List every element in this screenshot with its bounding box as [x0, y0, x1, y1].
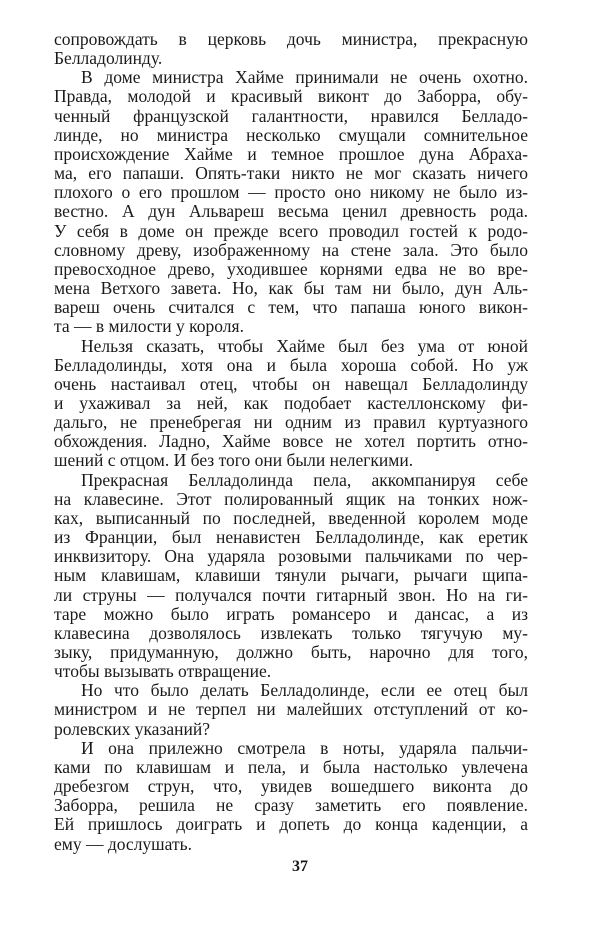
- text-line: В доме министра Хайме принимали не очень охотно.: [81, 67, 528, 88]
- paragraph: [54, 30, 528, 68]
- text-line: вестно. А дун Альвареш весьма ценил древность рода.: [54, 201, 528, 222]
- text-line: Прекрасная Белладолинда пела, аккомпанируя себе: [81, 469, 528, 490]
- text-line: ками по клавишам и пела, и была настолько увлечена: [54, 756, 528, 777]
- paragraph: [54, 681, 528, 738]
- text-line: Белладолинды, хотя она и была хороша собой. Но уж: [54, 354, 528, 375]
- text-line: Ей пришлось доиграть и допеть до конца каденции, а: [54, 814, 528, 835]
- text-line: происхождение Хайме и темное прошлое дуна Абраха-: [54, 143, 528, 164]
- text-line: ным клавишам, клавиши тянули рычаги, рычаги щипа-: [54, 565, 528, 586]
- page-body-text: [54, 30, 528, 854]
- text-line: Заборра, решила не сразу заметить его появление.: [54, 795, 528, 816]
- page-number: 37: [292, 858, 308, 875]
- text-line: Но что было делать Белладолинде, если ее отец был: [81, 680, 528, 701]
- paragraph: [54, 68, 528, 336]
- text-line: инквизитору. Она ударяла розовыми пальчиками по чер-: [54, 546, 528, 567]
- text-line: И она прилежно смотрела в ноты, ударяла пальчи-: [81, 737, 528, 758]
- text-line: чтобы вызывать отвращение.: [54, 661, 272, 682]
- text-line: та — в милости у короля.: [54, 316, 244, 337]
- text-line: ках, выписанный по последней, введенной королем моде: [54, 507, 528, 528]
- text-line: дребезгом струн, что, увидев вошедшего виконта до: [54, 776, 528, 797]
- paragraph: [54, 739, 528, 854]
- text-line: мена Ветхого завета. Но, как бы там ни было, дун Аль-: [54, 278, 528, 299]
- text-line: зыку, придуманную, должно быть, нарочно для того,: [54, 642, 528, 662]
- text-line: сопровождать в церковь дочь министра, прекрасную: [54, 29, 528, 49]
- text-line: шений с отцом. И без того они были нелегкими.: [54, 450, 414, 471]
- text-line: клавесина дозволялось извлекать только тягучую му-: [54, 622, 528, 643]
- text-line: ма, его папаши. Опять-таки никто не мог сказать ничего: [54, 163, 528, 184]
- paragraph: [54, 471, 528, 682]
- text-line: ролевских указаний?: [54, 718, 210, 739]
- text-line: и ухаживал за ней, как подобает кастеллонскому фи-: [54, 392, 528, 413]
- paragraph: [54, 337, 528, 471]
- text-line: ему — дослушать.: [54, 833, 192, 854]
- text-line: Правда, молодой и красивый виконт до Заборра, обу-: [54, 86, 528, 107]
- text-line: плохого о его прошлом — просто оно никому не было из-: [54, 182, 528, 203]
- text-line: словному древу, изображенному на стене зала. Это было: [54, 239, 528, 260]
- text-line: ли струны — получался почти гитарный звон. Но на ги-: [54, 584, 528, 605]
- text-line: У себя в доме он прежде всего проводил гостей к родо-: [54, 220, 528, 241]
- text-line: из Франции, был ненавистен Белладолинде, как еретик: [54, 527, 528, 548]
- text-line: Белладолинду.: [54, 48, 163, 69]
- text-line: линде, но министра несколько смущали сомнительное: [54, 124, 528, 145]
- text-line: таре можно было играть романсеро и дансас, а из: [54, 603, 528, 624]
- text-line: обхождения. Ладно, Хайме вовсе не хотел портить отно-: [54, 431, 528, 452]
- text-line: министром и не терпел ни малейших отступлений от ко-: [54, 699, 528, 720]
- text-line: Нельзя сказать, чтобы Хайме был без ума от юной: [81, 335, 528, 356]
- text-line: ченный французской галантности, нравился Белладо-: [54, 105, 528, 126]
- text-line: дальго, не пренебрегая ни одним из правил куртуазного: [54, 412, 528, 433]
- text-line: превосходное древо, уходившее корнями едва не во вре-: [54, 258, 528, 279]
- text-line: на клавесине. Этот полированный ящик на тонких нож-: [54, 488, 528, 509]
- text-line: очень настаивал отец, чтобы он навещал Белладолинду: [54, 373, 528, 394]
- text-line: вареш очень считался с тем, что папаша юного викон-: [54, 297, 528, 318]
